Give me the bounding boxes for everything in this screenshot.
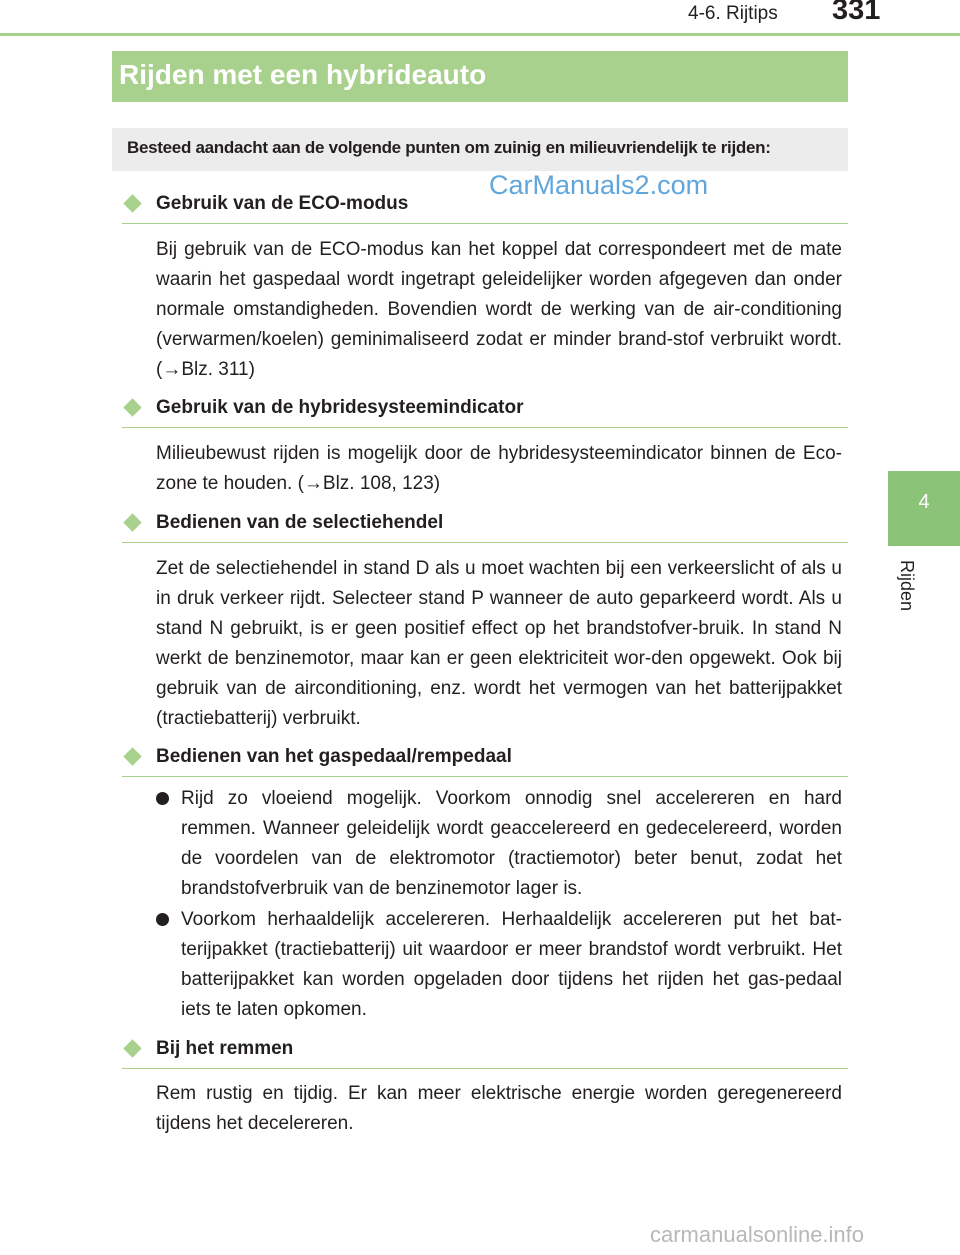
page-number: 331 bbox=[832, 0, 881, 26]
diamond-bullet-icon bbox=[123, 194, 141, 212]
list-item-text: Voorkom herhaaldelijk accelereren. Herhaaldelijk accelereren put het bat-terijpakket (tractiebatterij) uit waardoor er meer brandstof wordt verbruikt. Het batterijpakket kan worden opgeladen door tijdens het rijden het gas-pedaal iets te laten opkomen. bbox=[181, 909, 842, 1020]
intro-box bbox=[112, 128, 848, 171]
intro-text: Besteed aandacht aan de volgende punten om zuinig en milieuvriendelijk te rijden: bbox=[127, 138, 771, 157]
section-heading-eco bbox=[122, 193, 848, 224]
chapter-tab-label: Rijden bbox=[897, 560, 917, 612]
section-body: Zet de selectiehendel in stand D als u moet wachten bij een verkeerslicht of als u in druk verkeer rijdt. Selecteer stand P wanneer de auto geparkeerd wordt. Als u stand N gebruikt, is er geen positief effect op het brandstofver-bruik. In stand N werkt de benzinemotor, maar kan er geen elektriciteit wor-den opgewekt. Ook bij gebruik van de airconditioning, enz. wordt het vermogen van het batterijpakket (tractiebatterij) verbruikt. bbox=[156, 558, 842, 729]
bullet-dot-icon bbox=[156, 792, 169, 805]
section-title: Gebruik van de hybridesysteemindicator bbox=[156, 397, 524, 418]
section-title: Gebruik van de ECO-modus bbox=[156, 193, 409, 214]
diamond-bullet-icon bbox=[123, 1039, 141, 1057]
section-title: Bedienen van het gaspedaal/rempedaal bbox=[156, 746, 512, 767]
section-body: Milieubewust rijden is mogelijk door de hybridesysteemindicator binnen de Eco-zone te houden. (→Blz. 108, 123) bbox=[156, 443, 842, 494]
diamond-bullet-icon bbox=[123, 747, 141, 765]
list-item-text: Rijd zo vloeiend mogelijk. Voorkom onnodig snel accelereren en hard remmen. Wanneer geleidelijk wordt geaccelereerd en gedecelereerd, worden de voordelen van de elektromotor (tractiemotor) beter benut, zodat het brandstofverbruik van de benzinemotor lager is. bbox=[181, 788, 842, 899]
chapter-tab-number: 4 bbox=[918, 491, 930, 513]
section-title: Bij het remmen bbox=[156, 1038, 294, 1059]
section-body: Bij gebruik van de ECO-modus kan het koppel dat correspondeert met de mate waarin het gaspedaal wordt ingetrapt geleidelijker worden afgegeven dan onder normale omstandigheden. Bovendien wordt de werking van de air-conditioning (verwarmen/koelen) geminimaliseerd zodat er minder brand-stof verbruikt wordt. (→Blz. 311) bbox=[156, 239, 842, 380]
header-rule bbox=[0, 33, 960, 36]
diamond-bullet-icon bbox=[123, 398, 141, 416]
footer-watermark: carmanualsonline.info bbox=[650, 1222, 865, 1247]
section-heading-indicator bbox=[122, 397, 848, 428]
section-heading-braking bbox=[122, 1038, 848, 1069]
title-bar bbox=[112, 51, 848, 102]
chapter-label: 4-6. Rijtips bbox=[688, 3, 778, 24]
chapter-tab bbox=[888, 471, 960, 546]
section-heading-pedals bbox=[122, 746, 848, 777]
section-title: Bedienen van de selectiehendel bbox=[156, 512, 444, 533]
section-body: Rem rustig en tijdig. Er kan meer elektrische energie worden geregenereerd tijdens het decelereren. bbox=[156, 1083, 842, 1134]
bullet-dot-icon bbox=[156, 913, 169, 926]
diamond-bullet-icon bbox=[123, 513, 141, 531]
page-title: Rijden met een hybrideauto bbox=[119, 59, 487, 90]
section-heading-selector bbox=[122, 512, 848, 543]
watermark-logo: CarManuals2.com bbox=[489, 170, 709, 200]
